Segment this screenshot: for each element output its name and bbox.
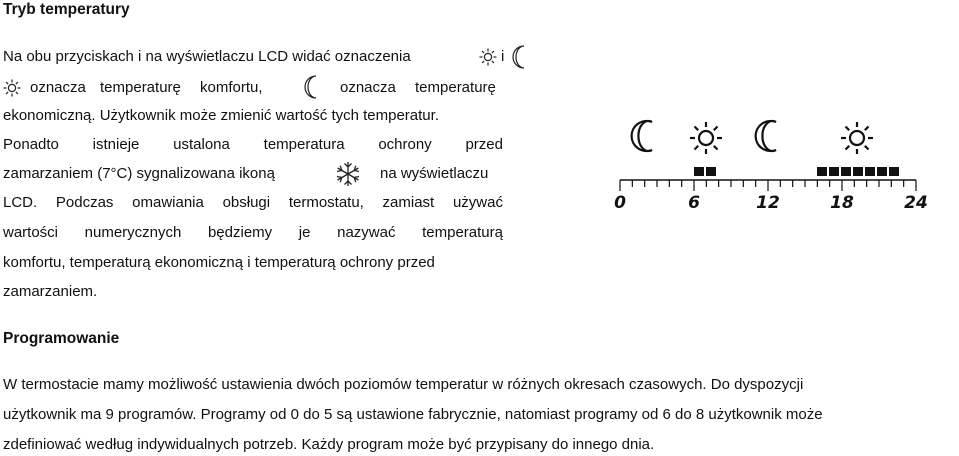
para1-line6 <box>3 194 503 212</box>
word: istnieje <box>92 136 140 153</box>
sun-icon <box>690 122 722 154</box>
para1-line2-word: oznacza <box>340 79 396 96</box>
word: zamiast <box>382 194 435 211</box>
hour-label-6: 6 <box>688 193 700 213</box>
word: numerycznych <box>84 224 182 241</box>
para1-line2-word: komfortu, <box>200 79 263 96</box>
comfort-block <box>889 167 899 176</box>
hour-label-18: 18 <box>830 193 854 213</box>
comfort-block <box>817 167 827 176</box>
word: temperaturą <box>422 224 503 241</box>
hour-label-0: 0 <box>614 193 626 213</box>
word: używać <box>452 194 503 211</box>
para1-line2-word: temperaturę <box>100 79 181 96</box>
word: Podczas <box>55 194 114 211</box>
word: termostatu, <box>288 194 364 211</box>
para1-line5-end: na wyświetlaczu <box>380 165 489 182</box>
para2-line3: zdefiniować według indywidualnych potrzeb. Każdy program może być przypisany do innego dnia. <box>3 436 655 453</box>
word: ochrony <box>378 136 432 153</box>
comfort-block <box>865 167 875 176</box>
word: przed <box>465 136 503 153</box>
word: temperatura <box>263 136 345 153</box>
para2-line2: użytkownik ma 9 programów. Programy od 0 do 5 są ustawione fabrycznie, natomiast programy od 6 do 8 użytkownik może <box>3 406 823 423</box>
para2-line1: W termostacie mamy możliwość ustawienia dwóch poziomów temperatur w różnych okresach czasowych. Do dyspozycji <box>3 376 804 393</box>
hour-label-12: 12 <box>756 193 780 213</box>
comfort-block <box>829 167 839 176</box>
para1-line2-word: oznacza <box>30 79 86 96</box>
word: LCD. <box>3 194 38 211</box>
moon-icon <box>304 74 320 100</box>
section-title-temperature-mode: Tryb temperatury <box>3 1 130 18</box>
comfort-block <box>694 167 704 176</box>
section-title-programming: Programowanie <box>3 330 120 347</box>
para1-line9: zamarzaniem. <box>3 283 98 300</box>
sun-icon <box>2 78 22 98</box>
para1-line4 <box>3 136 503 154</box>
word: nazywać <box>337 224 396 241</box>
para1-line3: ekonomiczną. Użytkownik może zmienić wartość tych temperatur. <box>3 107 439 124</box>
para1-line1: Na obu przyciskach i na wyświetlaczu LCD widać oznaczenia <box>3 48 411 65</box>
snowflake-icon <box>334 160 362 188</box>
word: omawiania <box>132 194 204 211</box>
sun-icon <box>478 47 498 67</box>
schedule-timeline-figure <box>612 110 932 215</box>
comfort-block <box>877 167 887 176</box>
para1-line1-conjunction: i <box>501 48 505 65</box>
para1-line2-word: temperaturę <box>415 79 496 96</box>
word: ustalona <box>173 136 230 153</box>
moon-icon <box>512 44 528 70</box>
para1-line7 <box>3 224 503 242</box>
moon-icon <box>756 121 776 151</box>
comfort-block <box>706 167 716 176</box>
word: Ponadto <box>3 136 59 153</box>
para1-line8: komfortu, temperaturą ekonomiczną i temperaturą ochrony przed <box>3 254 435 271</box>
word: będziemy <box>207 224 273 241</box>
comfort-block <box>853 167 863 176</box>
comfort-block <box>841 167 851 176</box>
hour-label-24: 24 <box>904 193 928 213</box>
sun-icon <box>841 122 873 154</box>
para1-line5: zamarzaniem (7°C) sygnalizowana ikoną <box>3 165 275 182</box>
word: obsługi <box>222 194 271 211</box>
word: je <box>298 224 311 241</box>
hour-ticks <box>620 180 916 191</box>
word: wartości <box>3 224 59 241</box>
moon-icon <box>632 121 652 151</box>
